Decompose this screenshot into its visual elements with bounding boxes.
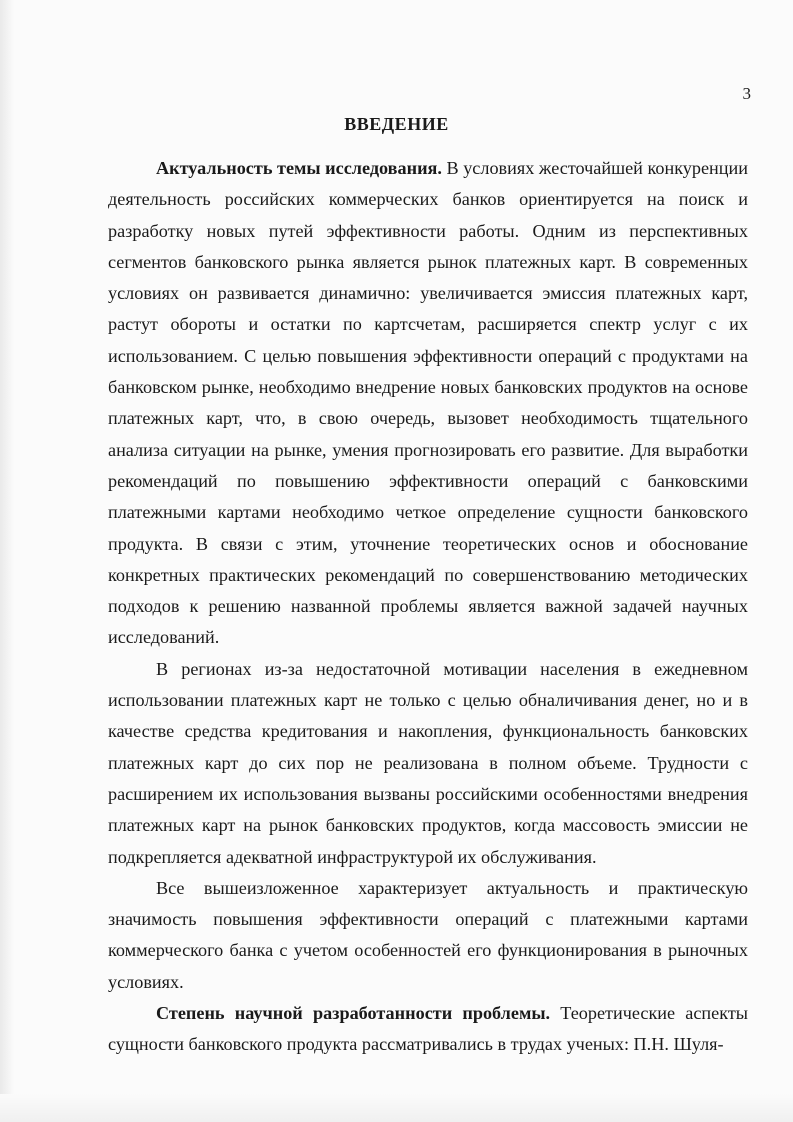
paragraph-lead-research-degree: Степень научной разработанности проблемы. — [156, 1003, 551, 1024]
paragraph-text-research-degree: Теоретические аспекты сущности банковского продукта рассматривались в трудах ученых: П.Н. Шуля- — [108, 1003, 748, 1055]
page-bottom-shade — [0, 1094, 793, 1122]
paragraph-text-relevance: В условиях жесточайшей конкуренции деятельность российских коммерческих банков ориентируется на поиск и разработку новых путей эффективности работы. Одним из перспективных сегментов банковского рынка является рынок платежных карт. В современных условиях он развивается динамично: увеличивается эмиссия платежных карт, растут обороты и остатки по картсчетам, расширяется спектр услуг с их использованием. С целью повышения эффективности операций с продуктами на банковском рынке, необходимо внедрение новых банковских продуктов на основе платежных карт, что, в свою очередь, вызовет необходимость тщательного анализа ситуации на рынке, умения прогнозировать его развитие. Для выработки рекомендаций по повышению эффективности операций с банковскими платежными картами необходимо четкое определение сущности банковского продукта. В связи с этим, уточнение теоретических основ и обоснование конкретных практических рекомендаций по совершенствованию методических подходов к решению названной проблемы является важной задачей научных исследований. — [108, 158, 748, 648]
body-text — [108, 153, 748, 1061]
page-number: 3 — [742, 84, 751, 103]
paragraph-research-degree — [108, 998, 748, 1061]
paragraph-text-summary: Все вышеизложенное характеризует актуальность и практическую значимость повышения эффективности операций с платежными картами коммерческого банка с учетом особенностей его функционирования в рыночных условиях. — [108, 877, 748, 992]
page-shadow-edge — [0, 0, 14, 1122]
paragraph-relevance — [108, 153, 748, 654]
paragraph-summary — [108, 873, 748, 998]
paragraph-text-regions: В регионах из-за недостаточной мотивации населения в ежедневном использовании платежных карт не только с целью обналичивания денег, но и в качестве средства кредитования и накопления, функциональность банковских платежных карт до сих пор не реализована в полном объеме. Трудности с расширением их использования вызваны российскими особенностями внедрения платежных карт на рынок банковских продуктов, когда массовость эмиссии не подкрепляется адекватной инфраструктурой их обслуживания. — [108, 658, 748, 867]
paragraph-regions — [108, 654, 748, 873]
page-title: ВВЕДЕНИЕ — [344, 114, 449, 134]
paragraph-lead-relevance: Актуальность темы исследования. — [156, 158, 442, 178]
